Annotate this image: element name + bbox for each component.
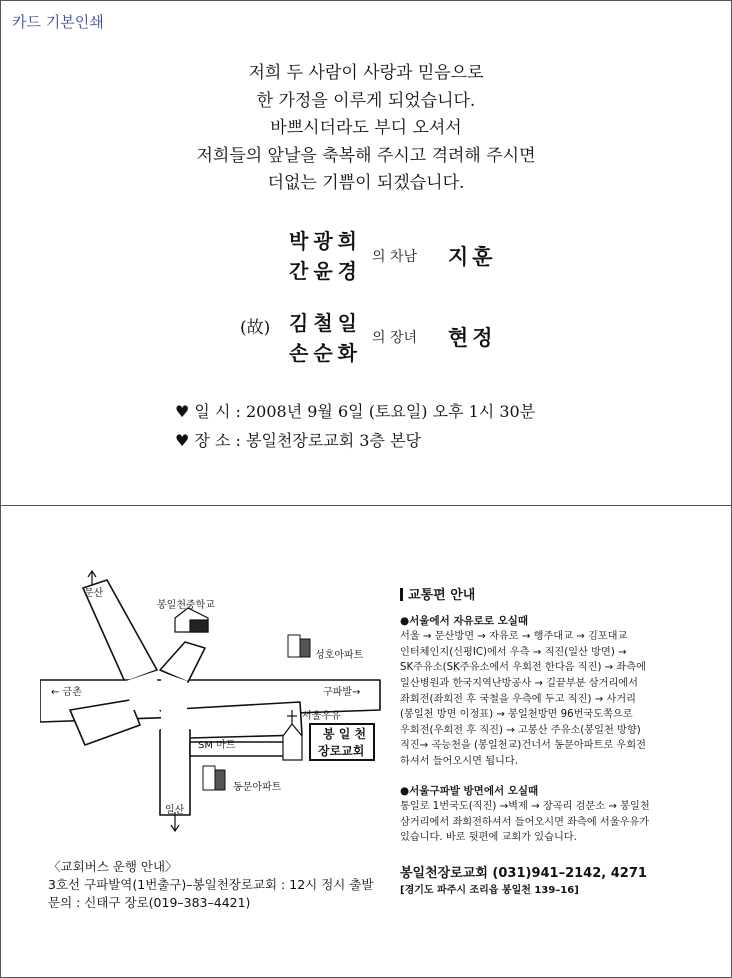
map-label-church-1: 봉 일 천 [323, 727, 367, 741]
map-label-church-2: 장로교회 [318, 744, 365, 758]
bride-name: 현정 [448, 325, 497, 350]
groom-mother: 간윤경 [289, 259, 362, 283]
groom-name: 지훈 [448, 244, 497, 269]
route2-line: 있습니다. 바로 뒷편에 교회가 있습니다. [400, 832, 577, 844]
church-contact: 봉일천장로교회 (031)941–2142, 4271 [400, 866, 647, 881]
bus-info-route: 3호선 구파발역(1번출구)–봉일천장로교회 : 12시 정시 출발 [48, 877, 374, 892]
groom-parents [262, 226, 362, 286]
card-title: 카드 기본인쇄 [12, 13, 104, 31]
invitation-line: 저희들의 앞날을 축복해 주시고 격려해 주시면 [196, 145, 536, 166]
transport-heading [400, 588, 700, 604]
bride-mother: 손순화 [289, 341, 362, 365]
transport-heading-text: 교통편 안내 [408, 588, 476, 603]
route1-title: ●서울에서 자유로로 오실때 [400, 614, 529, 627]
route2-title: ●서울구파발 방면에서 오실때 [400, 784, 539, 797]
route1-line: 인터체인지(신평IC)에서 우측 → 직진(일산 방면) → [400, 646, 627, 658]
bride-relation: 의 장녀 [372, 330, 418, 346]
route2-line: 삼거리에서 좌회전하셔서 들어오시면 좌측에 서울우유가 [400, 816, 650, 828]
bus-info-title: 〈교회버스 운행 안내〉 [48, 859, 178, 874]
invitation-line: 더없는 기쁨이 되겠습니다. [267, 173, 465, 193]
route1-line: 우회전(우회전 후 직진) → 고봉산 주유소(봉일천 방향) [400, 724, 641, 736]
route1-line: SK주유소(SK주유소에서 우회전 한다음 직진) → 좌측에 [400, 662, 646, 674]
map-label-gupabal: 구파발→ [323, 687, 361, 698]
route1-line: (봉일천 방면 이정표) → 봉일천방면 96번국도쪽으로 [400, 709, 633, 721]
route1-line: 하셔서 들어오시면 됩니다. [400, 755, 518, 767]
heading-bar [400, 588, 403, 601]
groom-father: 박광희 [289, 229, 362, 253]
map-label-munsan: 문산 [84, 588, 104, 599]
date-time: ♥ 일 시 : 2008년 9월 6일 (토요일) 오후 1시 30분 [175, 402, 536, 421]
dongmun-apartment-icon [203, 766, 225, 790]
seongho-apartment-icon [288, 635, 310, 657]
deceased-mark: (故) [240, 318, 271, 338]
bride-father: 김철일 [289, 311, 362, 335]
map-label-ilsan: 일산 [165, 805, 185, 816]
transport-guide [400, 588, 700, 846]
road-map-svg [40, 560, 395, 850]
map-label-post-office: 서울우유 [302, 711, 341, 722]
map-label-seongho: 성호아파트 [315, 650, 364, 661]
bus-info [48, 858, 373, 912]
church-address: [경기도 파주시 조리읍 봉일천 139–16] [400, 885, 579, 896]
invitation-line: 저희 두 사람이 사랑과 믿음으로 [248, 63, 484, 83]
map-label-dongmun: 동문아파트 [233, 782, 282, 793]
route2-line: 통일로 1번국도(직진) →벽제 → 장곡리 검문소 → 봉일천 [400, 801, 650, 813]
invitation-line: 한 가정을 이루게 되었습니다. [256, 90, 476, 111]
school-building-icon [175, 608, 208, 632]
bus-info-contact: 문의 : 신태구 장로(019–383–4421) [48, 895, 251, 910]
map-label-geumchon: ← 금촌 [51, 687, 82, 698]
route1-line: 서울 → 문산방면 → 자유로 → 행주대교 → 김포대교 [400, 631, 628, 643]
location-map [40, 560, 395, 850]
map-label-sm-mart: SM 마트 [198, 740, 236, 751]
route1-line: 일산병원과 한국지역난방공사 → 길끝부분 삼거리에서 [400, 677, 638, 689]
venue: ♥ 장 소 : 봉일천장로교회 3층 본당 [175, 431, 421, 450]
invitation-text [0, 60, 732, 198]
fold-line [0, 505, 732, 506]
map-label-school: 봉일천중학교 [157, 600, 215, 611]
bride-parents [262, 308, 362, 368]
invitation-line: 바쁘시더라도 부디 오셔서 [270, 118, 462, 138]
route1-line: 좌회전(좌회전 후 국철을 우측에 두고 직진) → 사거리 [400, 693, 636, 705]
groom-relation: 의 차남 [372, 249, 418, 265]
route1-line: 직진→ 곡능천을 (봉일천교)건너서 동문아파트로 우회전 [400, 740, 646, 752]
